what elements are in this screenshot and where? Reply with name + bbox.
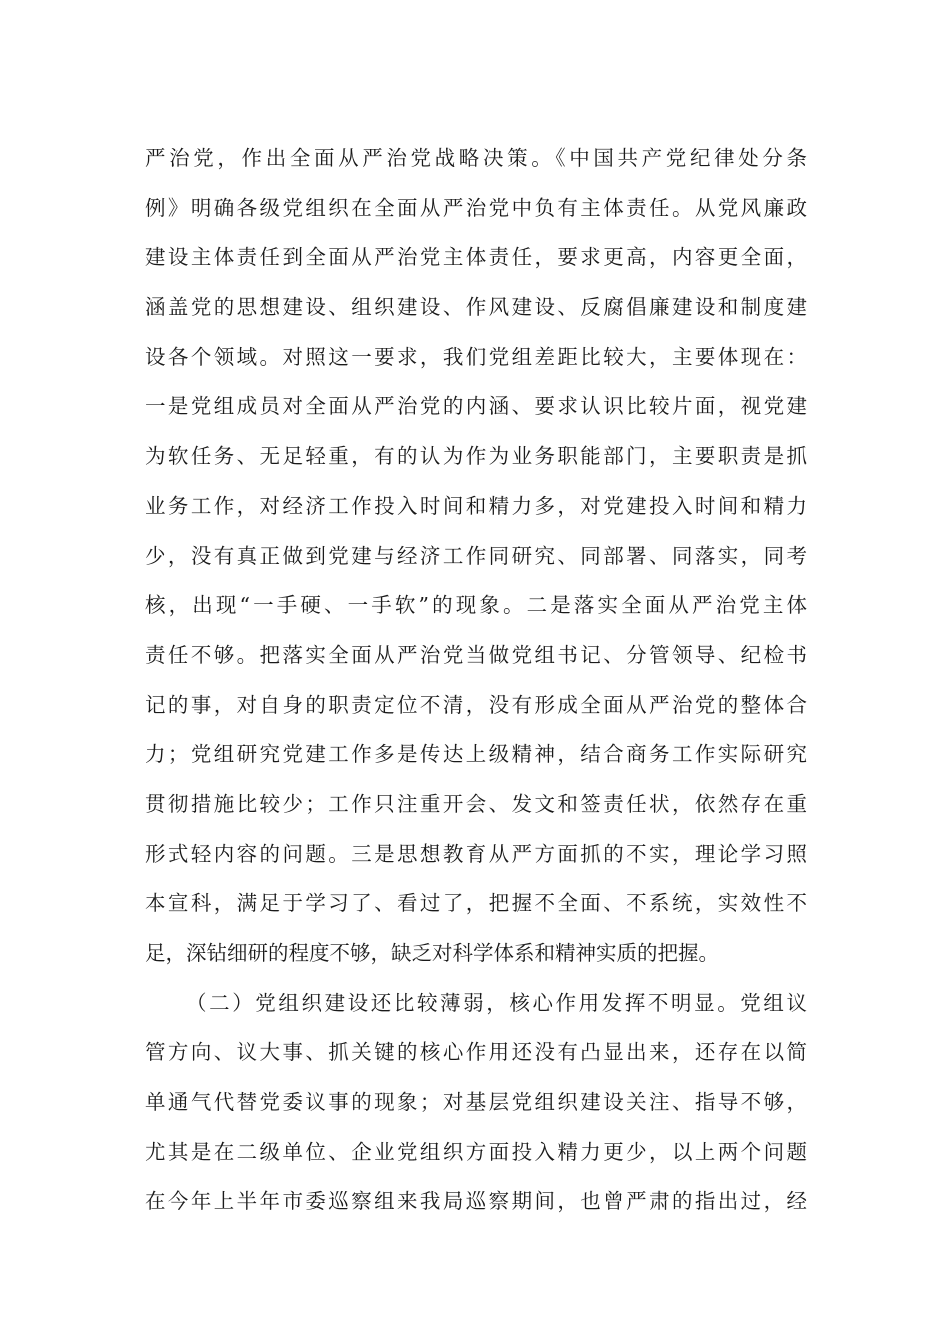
- text-line: 单通气代替党委议事的现象；对基层党组织建设关注、指导不够，: [145, 1090, 807, 1115]
- text-line: 本宣科，满足于学习了、看过了，把握不全面、不系统，实效性不: [145, 891, 807, 916]
- text-line: 业务工作，对经济工作投入时间和精力多，对党建投入时间和精力: [145, 493, 807, 518]
- text-line: 记的事，对自身的职责定位不清，没有形成全面从严治党的整体合: [145, 692, 807, 717]
- text-line: 一是党组成员对全面从严治党的内涵、要求认识比较片面，视党建: [145, 394, 807, 419]
- text-line: 涵盖党的思想建设、组织建设、作风建设、反腐倡廉建设和制度建: [145, 295, 807, 320]
- text-line: 力；党组研究党建工作多是传达上级精神，结合商务工作实际研究: [145, 742, 807, 767]
- text-line: 在今年上半年市委巡察组来我局巡察期间，也曾严肃的指出过，经: [145, 1189, 807, 1214]
- text-line: 核，出现“一手硬、一手软”的现象。二是落实全面从严治党主体: [145, 593, 807, 618]
- text-line: 少，没有真正做到党建与经济工作同研究、同部署、同落实，同考: [145, 543, 807, 568]
- text-line: 为软任务、无足轻重，有的认为作为业务职能部门，主要职责是抓: [145, 444, 807, 469]
- text-line: 管方向、议大事、抓关键的核心作用还没有凸显出来，还存在以简: [145, 1040, 807, 1065]
- text-line: 严治党，作出全面从严治党战略决策。《中国共产党纪律处分条: [145, 146, 807, 170]
- text-line: 形式轻内容的问题。三是思想教育从严方面抓的不实，理论学习照: [145, 841, 807, 866]
- text-line: 贯彻措施比较少；工作只注重开会、发文和签责任状，依然存在重: [145, 791, 807, 816]
- text-line: 例》明确各级党组织在全面从严治党中负有主体责任。从党风廉政: [145, 195, 807, 220]
- body-text: [145, 134, 807, 1227]
- text-line: 建设主体责任到全面从严治党主体责任，要求更高，内容更全面，: [145, 245, 807, 270]
- text-line: 足，深钻细研的程度不够，缺乏对科学体系和精神实质的把握。: [145, 941, 719, 965]
- text-line: 责任不够。把落实全面从严治党当做党组书记、分管领导、纪检书: [145, 642, 807, 667]
- section-heading-line: （二）党组织建设还比较薄弱，核心作用发挥不明显。党组议: [186, 990, 807, 1015]
- text-line: 设各个领域。对照这一要求，我们党组差距比较大，主要体现在：: [145, 344, 807, 369]
- text-line: 尤其是在二级单位、企业党组织方面投入精力更少，以上两个问题: [145, 1139, 807, 1164]
